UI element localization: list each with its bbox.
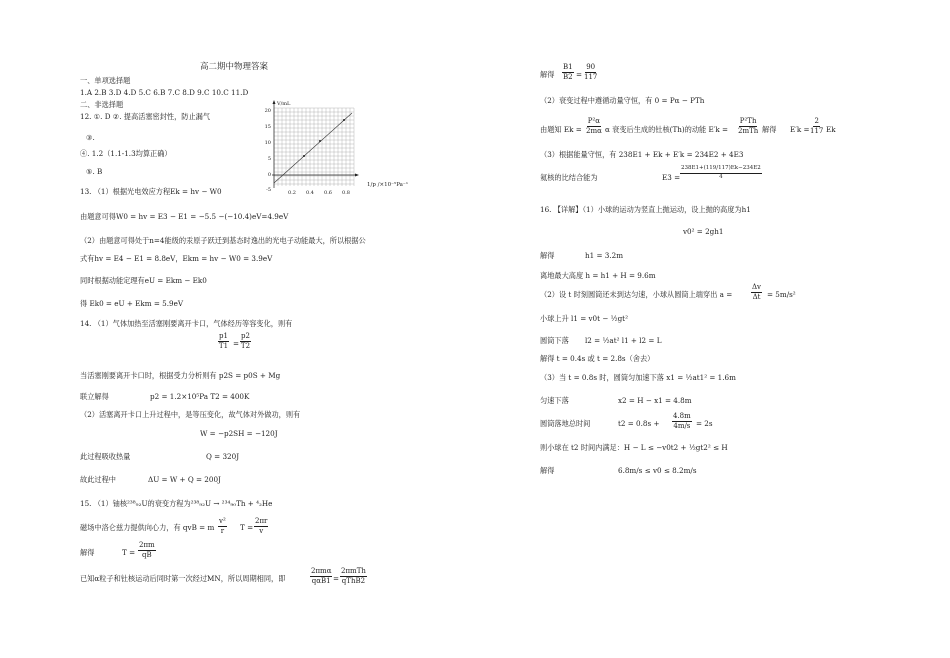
q15-line: T = [122,548,136,557]
q12-line: ⑤. B [86,167,103,176]
fraction: 2πmTh qThB2 [341,567,366,586]
y-tick: 0 [267,172,271,178]
section-heading: 一、单项选择题 [80,76,131,85]
fraction: $\frac{p2}{T2}$ [240,332,251,351]
r-line: x2 = H − x1 = 4.8m [618,396,692,405]
r-line: 16. 【详解】（1）小球的运动为竖直上抛运动，设上抛的高度为h1 [540,205,751,214]
q12-line: 12. ①. D ②. 提高活塞密封性，防止漏气 [80,112,211,121]
q15-line: 磁场中洛仑兹力提供向心力，有 qvB = m [80,523,215,532]
y-tick: 5 [267,156,271,162]
x-axis-label: 1/p /×10⁻⁵Pa⁻¹ [367,182,409,188]
y-axis-label: V/mL [277,101,291,107]
x-tick: 0.6 [324,190,332,196]
q14-label: 此过程吸收热量 [80,452,131,461]
r-line: （2）衰变过程中遵循动量守恒，有 0 = Pα − PTh [540,96,705,105]
equals-sign: = [233,339,240,348]
q15-label: 解得 [80,548,95,557]
fraction: $\frac{238E1+(119/117)Ek-234E2}{4}$ [681,165,761,180]
r-label: 解得 [540,251,555,260]
x-tick: 0.8 [342,190,350,196]
y-tick: 20 [264,108,271,114]
r-line: （3）当 t = 0.8s 时，圆筒匀加速下落 x1 = ½at1² = 1.6m [540,373,736,382]
q14-label: 故此过程中 [80,475,116,484]
r-label: 解得 [540,70,555,79]
q14-line: 当活塞刚要离开卡口时，根据受力分析则有 p2S = p0S + Mg [80,371,281,380]
y-tick: 10 [264,140,271,146]
r-line: = 5m/s² [767,290,796,299]
fraction: $\frac{90}{117}$ [584,63,598,82]
fraction: $\frac{p1}{T1}$ [218,332,229,351]
r-label: 解得 [540,466,555,475]
fraction: $\frac{2\pi m}{qB}$ [139,541,155,560]
fraction: 2πmα qαB1 [311,567,332,586]
y-tick: 15 [264,124,271,130]
fraction: $\frac{\text{P²α}}{2m\alpha}$ [586,117,602,136]
x-tick: 0.4 [306,190,314,196]
page-title: 高二期中物理答案 [200,62,269,72]
q13-line: 得 Ek0 = eU + Ekm = 5.9eV [80,299,184,308]
q15-line: 15. （1）铀核²³⁸₉₂U的衰变方程为²³⁸₉₂U → ²³⁴₉₀Th + ⁴₂He [80,499,273,508]
y-tick: -5 [266,187,271,193]
q15-line: 已知α粒子和钍核运动后同时第一次经过MN，所以周期相同，即 [80,574,286,583]
q13-line: 13. （1）根据光电效应方程Ek = hv − W0 [80,187,222,196]
r-line: Ek [826,125,836,134]
r-line: = 2s [696,419,713,428]
q12-line: ④. 1.2（1.1-1.3均算正确） [80,149,172,158]
r-line: l2 = ½at² l1 + l2 = L [585,336,662,345]
r-line: v0² = 2gh1 [683,227,724,236]
r-line: 6.8m/s ≤ v0 ≤ 8.2m/s [618,466,697,475]
r-line: 解得 t = 0.4s 或 t = 2.8s（舍去） [540,354,655,363]
fraction: $\frac{2}{117}$ [810,117,824,136]
r-line: E3 = [662,173,681,182]
q15-line: T = [240,523,254,532]
r-line: （2）设 t 时刻圆筒还未到达匀速，小球从圆筒上端穿出 a = [540,290,733,299]
fraction: $\frac{2\pi r}{v}$ [255,517,268,536]
data-point [303,155,305,157]
v-vs-inverse-p-graph [262,98,374,198]
r-label: 氦核的比结合能为 [540,173,598,182]
q14-line: p2 = 1.2×10⁵Pa T2 = 400K [150,392,250,401]
q13-line: 由题意可得W0 = hv = E3 − E1 = −5.5 −(−10.4)eV=4.9eV [80,212,289,221]
fraction: $\frac{\Delta v}{\Delta t}$ [752,283,762,302]
equals-sign: = [333,574,340,583]
q12-line: ③. [86,133,95,142]
r-line: E′k = [790,125,810,134]
x-tick: 0.2 [288,190,296,196]
r-label: 匀速下落 [540,396,569,405]
r-line: h1 = 3.2m [585,251,624,260]
fraction: P²Th 2mTh [738,117,759,136]
q14-label: 联立解得 [80,392,109,401]
r-line: 由题知 Ek = [540,125,582,134]
q14-line: （2）活塞离开卡口上升过程中，是等压变化，故气体对外做功，则有 [80,410,301,419]
r-line: 则小球在 t2 时间内满足：H − L ≤ −v0t2 + ½gt2² ≤ H [540,443,728,452]
q14-line: 14. （1）气体加热至活塞刚要离开卡口，气体经历等容变化，则有 [80,319,293,328]
r-line: α 衰变后生成的钍核(Th)的动能 E′k = [605,125,729,134]
fraction: $\frac{B1}{B2}$ [563,63,573,82]
r-line: （3）根据能量守恒，有 238E1 + Ek + E′k = 234E2 + 4E3 [540,150,744,159]
data-point [319,140,321,142]
r-line: t2 = 0.8s + [618,419,660,428]
q13-line: （2）由题意可得处于n=4能级的汞原子跃迁到基态时逸出的光电子动能最大，所以根据公 [80,236,366,245]
choice-answers: 1.A 2.B 3.D 4.D 5.C 6.B 7.C 8.D 9.C 10.C 11.D [80,88,249,97]
r-label: 解得 [762,125,777,134]
r-line: 离地最大高度 h = h1 + H = 9.6m [540,271,656,280]
q13-line: 同时根据动能定理有eU = Ekm − Ek0 [80,276,207,285]
q14-line: W = −p2SH = −120J [200,429,278,438]
q14-line: ΔU = W + Q = 200J [148,475,221,484]
r-label: 圆筒下落 [540,336,569,345]
q14-line: Q = 320J [206,452,240,461]
data-point [343,119,345,121]
r-label: 圆筒落地总时间 [540,419,591,428]
fraction: $\frac{\text{v²}}{r}$ [219,517,226,536]
section-heading: 二、非选择题 [80,100,124,109]
q13-line: 式有hv = E4 − E1 = 8.8eV，Ekm = hv − W0 = 3.9eV [80,254,273,263]
r-line: 小球上升 l1 = v0t − ½gt² [540,314,628,323]
fraction: $\frac{4.8m}{4m/s}$ [673,412,691,431]
equals-sign: = [576,70,583,79]
